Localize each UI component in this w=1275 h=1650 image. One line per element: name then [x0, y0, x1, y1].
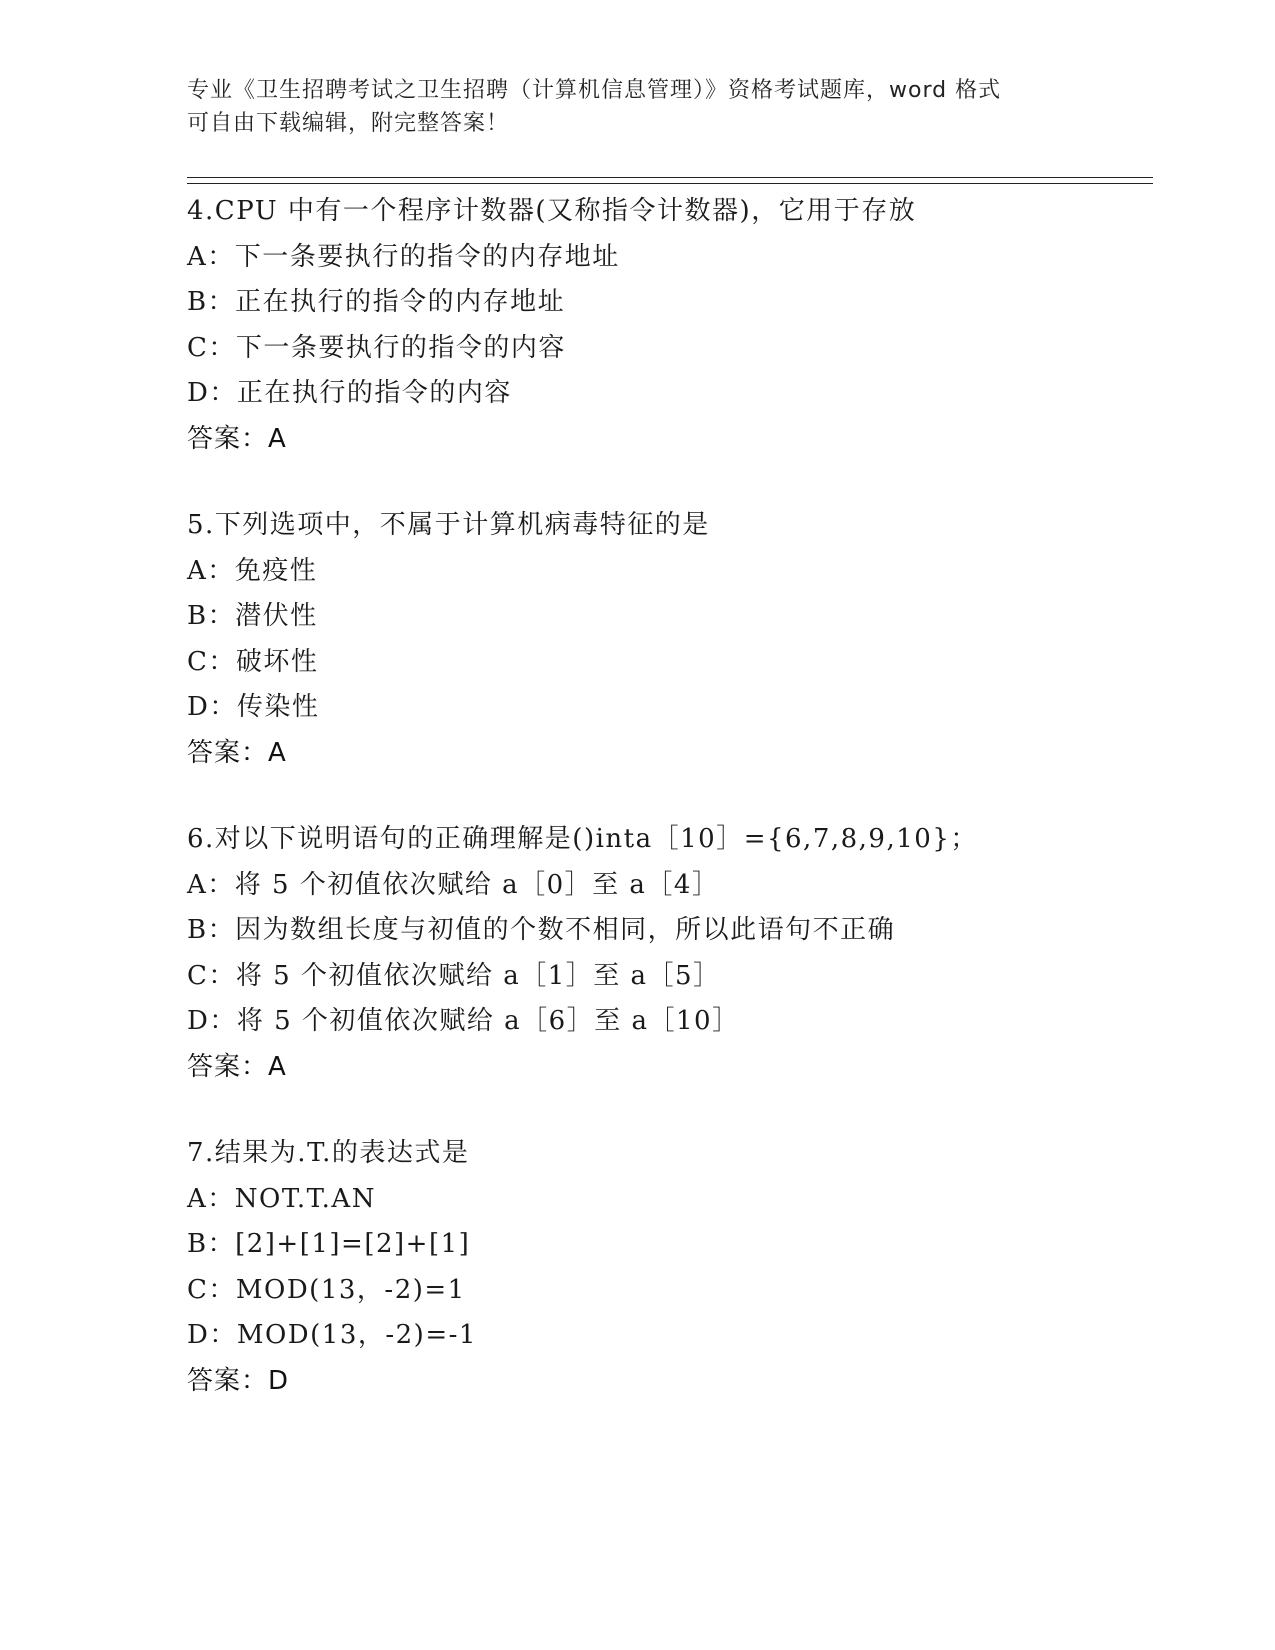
- header-line-1: 专业《卫生招聘考试之卫生招聘（计算机信息管理）》资格考试题库，word 格式: [187, 78, 1002, 103]
- option-c: C：下一条要执行的指令的内容: [187, 332, 566, 363]
- question-stem: 4.CPU 中有一个程序计数器(又称指令计数器)，它用于存放: [187, 196, 917, 226]
- question-6: [187, 817, 1153, 1090]
- option-d: D：MOD(13，-2)=-1: [187, 1320, 477, 1350]
- document-header: [187, 74, 1087, 140]
- question-4: [187, 189, 1153, 462]
- question-stem: 7.结果为.T.的表达式是: [187, 1138, 470, 1168]
- option-a: A：下一条要执行的指令的内存地址: [187, 241, 620, 272]
- option-b: B：因为数组长度与初值的个数不相同，所以此语句不正确: [187, 915, 896, 945]
- option-a: A：NOT.T.AN: [187, 1183, 376, 1214]
- option-d: D：正在执行的指令的内容: [187, 378, 512, 408]
- option-c: C：破坏性: [187, 646, 319, 677]
- header-divider-top: [187, 177, 1153, 178]
- header-line-2: 可自由下载编辑，附完整答案！: [187, 111, 510, 136]
- question-list: [187, 189, 1153, 1404]
- option-b: B：[2]+[1]=[2]+[1]: [187, 1229, 471, 1259]
- option-d: D：传染性: [187, 692, 320, 722]
- answer: 答案：A: [187, 1051, 287, 1082]
- question-gap: [187, 462, 1153, 503]
- question-stem: 5.下列选项中，不属于计算机病毒特征的是: [187, 510, 710, 540]
- question-5: [187, 503, 1153, 776]
- question-gap: [187, 776, 1153, 817]
- answer: 答案：A: [187, 423, 287, 454]
- answer: 答案：D: [187, 1365, 290, 1396]
- option-b: B：潜伏性: [187, 601, 318, 631]
- question-stem: 6.对以下说明语句的正确理解是()inta［10］={6,7,8,9,10}；: [187, 824, 978, 854]
- option-c: C：将 5 个初值依次赋给 a［1］至 a［5］: [187, 960, 721, 991]
- question-gap: [187, 1090, 1153, 1131]
- answer: 答案：A: [187, 737, 287, 768]
- header-divider-bottom: [187, 183, 1153, 184]
- question-7: [187, 1131, 1153, 1404]
- option-c: C：MOD(13，-2)=1: [187, 1274, 466, 1305]
- option-a: A：免疫性: [187, 555, 318, 586]
- option-a: A：将 5 个初值依次赋给 a［0］至 a［4］: [187, 869, 720, 900]
- option-b: B：正在执行的指令的内存地址: [187, 287, 566, 317]
- option-d: D：将 5 个初值依次赋给 a［6］至 a［10］: [187, 1006, 740, 1036]
